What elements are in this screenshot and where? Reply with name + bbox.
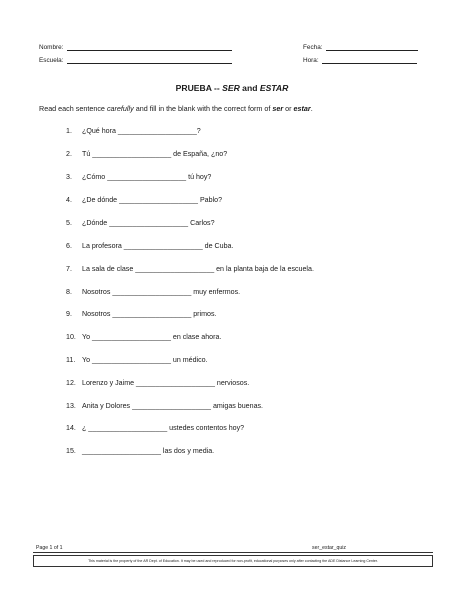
question-text: ¿De dónde ____________________ Pablo?: [82, 196, 223, 204]
instructions-part1: Read each sentence: [39, 104, 107, 113]
question-number: 10.: [66, 333, 76, 341]
question-text: Nosotros ____________________ muy enfermos.: [82, 288, 241, 296]
question-number: 15.: [66, 447, 76, 455]
question-number: 2.: [66, 150, 72, 158]
question-8: [66, 288, 240, 296]
title-prefix: PRUEBA --: [175, 83, 223, 93]
hora-field: [303, 56, 417, 64]
question-14: [66, 424, 244, 432]
question-2: [66, 150, 227, 158]
instructions-estar: estar: [293, 104, 311, 113]
fecha-label: Fecha:: [303, 44, 323, 51]
escuela-label: Escuela:: [39, 57, 64, 64]
question-number: 3.: [66, 173, 72, 181]
question-number: 11.: [66, 356, 76, 364]
question-text: Lorenzo y Jaime ____________________ nerviosos.: [82, 379, 250, 387]
footer-divider: [33, 552, 433, 553]
question-number: 12.: [66, 379, 76, 387]
question-number: 8.: [66, 288, 72, 296]
instructions-part2: and fill in the blank with the correct form of: [133, 104, 273, 113]
nombre-blank: [67, 43, 232, 51]
page-number: Page 1 of 1: [36, 545, 63, 551]
hora-label: Hora:: [303, 57, 319, 64]
question-4: [66, 196, 222, 204]
question-number: 1.: [66, 127, 72, 135]
question-text: Yo ____________________ en clase ahora.: [82, 333, 222, 341]
title-and: and: [239, 83, 260, 93]
question-text: ____________________ las dos y media.: [82, 447, 215, 455]
question-6: [66, 242, 233, 250]
question-number: 6.: [66, 242, 72, 250]
question-5: [66, 219, 215, 227]
question-3: [66, 173, 211, 181]
nombre-field: [39, 43, 232, 51]
question-text: La sala de clase ____________________ en la planta baja de la escuela.: [82, 265, 314, 273]
question-number: 13.: [66, 402, 76, 410]
escuela-field: [39, 56, 232, 64]
instructions: [39, 104, 313, 113]
instructions-or: or: [283, 104, 294, 113]
question-text: ¿Cómo ____________________ tú hoy?: [82, 173, 212, 181]
question-text: Yo ____________________ un médico.: [82, 356, 208, 364]
question-9: [66, 310, 217, 318]
page-title: [0, 83, 464, 93]
instructions-end: .: [310, 104, 313, 113]
copyright-disclaimer: This material is the property of the AR Dept. of Education. It may be used and reproduced for non-profit, educational purposes only after contacting the ADE Distance Learning Center.: [33, 555, 433, 567]
question-text: Nosotros ____________________ primos.: [82, 310, 217, 318]
question-text: Anita y Dolores ____________________ amigas buenas.: [82, 402, 264, 410]
escuela-blank: [67, 56, 232, 64]
question-text: ¿ ____________________ ustedes contentos hoy?: [82, 424, 245, 432]
question-text: La profesora ____________________ de Cuba.: [82, 242, 234, 250]
question-number: 9.: [66, 310, 72, 318]
question-number: 5.: [66, 219, 72, 227]
question-12: [66, 379, 249, 387]
question-number: 14.: [66, 424, 76, 432]
instructions-carefully: carefully: [106, 104, 134, 113]
question-1: [66, 127, 201, 135]
question-text: Tú ____________________ de España, ¿no?: [82, 150, 228, 158]
question-text: ¿Qué hora ____________________?: [82, 127, 201, 135]
fecha-field: [303, 43, 418, 51]
title-estar: ESTAR: [259, 83, 289, 93]
fecha-blank: [326, 43, 418, 51]
question-15: [66, 447, 214, 455]
question-number: 7.: [66, 265, 72, 273]
hora-blank: [322, 56, 417, 64]
title-ser: SER: [222, 83, 240, 93]
instructions-ser: ser: [272, 104, 284, 113]
question-10: [66, 333, 221, 341]
question-number: 4.: [66, 196, 72, 204]
question-7: [66, 265, 314, 273]
question-text: ¿Dónde ____________________ Carlos?: [82, 219, 215, 227]
document-filename: ser_estar_quiz: [312, 545, 347, 551]
nombre-label: Nombre:: [39, 44, 64, 51]
question-11: [66, 356, 208, 364]
question-13: [66, 402, 263, 410]
